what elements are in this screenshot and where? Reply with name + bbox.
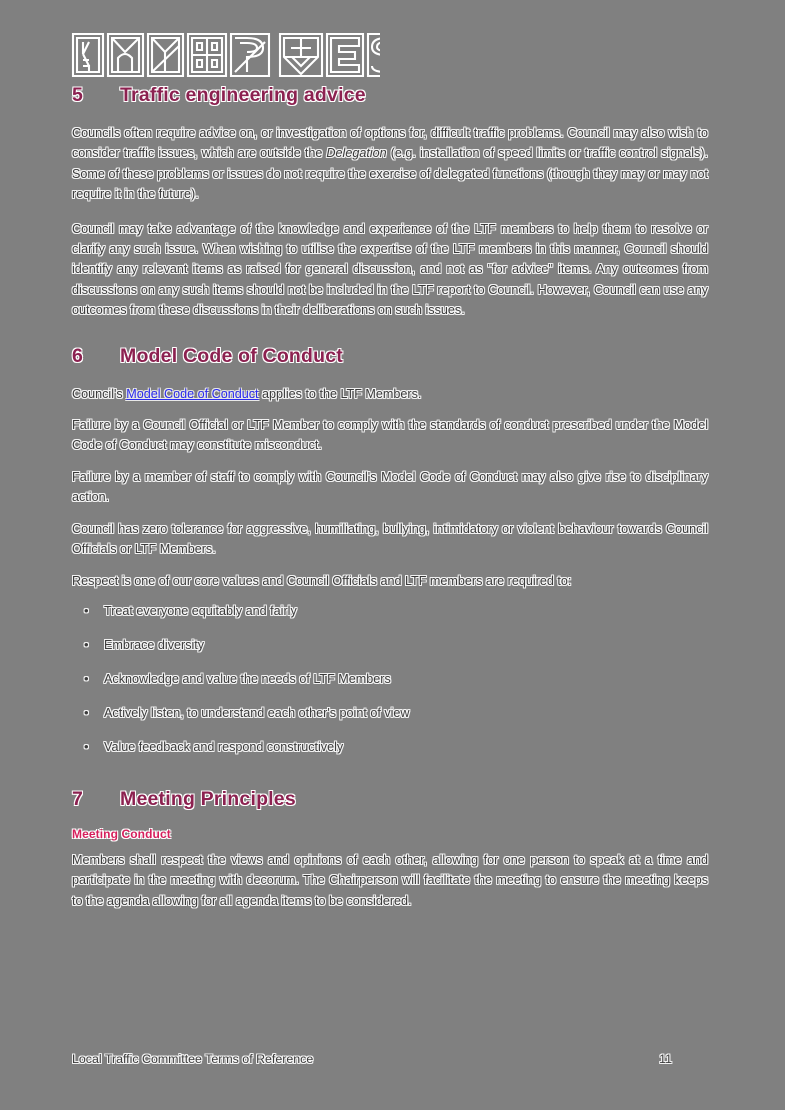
section-5-heading [72, 84, 708, 107]
section-6-number: 6 [72, 344, 84, 367]
section-5-paragraph-1 [72, 123, 708, 205]
paragraph-text-part: applies to the LTF Members. [258, 386, 422, 401]
respect-values-list [72, 602, 708, 756]
section-7-paragraph-1: Members shall respect the views and opinions of each other, allowing for one person to speak at a time and participate in the meeting with decorum. The Chairperson will facilitate the meeting to ensure the meeting keeps to the agenda allowing for all agenda items to be considered. [72, 852, 708, 908]
section-6-title: Model Code of Conduct [120, 344, 344, 367]
inner-west-logo [70, 30, 380, 80]
section-6-paragraph-5: Respect is one of our core values and Council Officials and LTF members are required to: [72, 573, 572, 588]
bullet-icon: • [84, 704, 89, 720]
page-footer [72, 1052, 682, 1066]
section-6-paragraph-2: Failure by a Council Official or LTF Member to comply with the standards of conduct prescribed under the Model Code of Conduct may constitute misconduct. [72, 418, 708, 453]
document-content [72, 84, 708, 911]
list-item-label: Acknowledge and value the needs of LTF Members [104, 671, 391, 686]
bullet-icon: • [84, 670, 89, 686]
section-6-heading [72, 345, 708, 368]
model-code-of-conduct-link[interactable]: Model Code of Conduct [126, 386, 259, 401]
section-5-title: Traffic engineering advice [120, 84, 366, 106]
list-item [72, 738, 708, 756]
footer-document-title: Local Traffic Committee Terms of Reference [72, 1052, 314, 1066]
bullet-icon: • [84, 738, 89, 754]
list-item-label: Embrace diversity [104, 637, 205, 652]
list-item-label: Actively listen, to understand each other's point of view [104, 705, 410, 720]
paragraph-text-part: (e.g. installation of speed limits or traffic control signals). Some of these problems or issues do not require the exercise of delegated functions (though they may or may not require it in the future). [72, 146, 708, 202]
section-5 [72, 84, 708, 321]
inner-west-logo-icon [70, 30, 380, 80]
section-7 [72, 788, 708, 911]
section-6-paragraph-4: Council has zero tolerance for aggressive, humiliating, bullying, intimidatory or violent behaviour towards Council Officials or LTF Members. [72, 521, 708, 557]
section-7-title: Meeting Principles [120, 787, 296, 810]
bullet-icon: • [84, 602, 89, 618]
list-item-label: Value feedback and respond constructively [104, 739, 344, 754]
section-7-number: 7 [72, 787, 84, 810]
list-item [72, 670, 708, 688]
list-item [72, 602, 708, 620]
list-item-label: Treat everyone equitably and fairly [104, 603, 297, 618]
section-6-paragraph-1 [72, 384, 708, 404]
section-7-heading [72, 788, 708, 811]
paragraph-text-part: Councils often require advice on, or investigation of options for, difficult traffic problems. Council may also wish to consider traffic issues, which are outside the [72, 126, 708, 161]
section-6 [72, 345, 708, 756]
bullet-icon: • [84, 636, 89, 652]
meeting-conduct-subheading: Meeting Conduct [72, 826, 171, 841]
paragraph-text-part: Council's [72, 386, 127, 401]
section-5-paragraph-2: Council may take advantage of the knowledge and experience of the LTF members to help them to resolve or clarify any such issue. When wishing to utilise the expertise of the LTF members in this manner, Council should identify any relevant items as raised for general discussion, and not as "for advice" items. Any outcomes from discussions on any such items should not be included in the LTF report to Council. However, Council can use any outcomes from these discussions in their deliberations on such issues. [72, 221, 708, 318]
list-item [72, 704, 708, 722]
footer-page-number: 11 [659, 1052, 672, 1066]
delegation-emphasis: Delegation [326, 146, 387, 161]
section-5-number: 5 [72, 84, 84, 106]
section-6-paragraph-3: Failure by a member of staff to comply with Council's Model Code of Conduct may also give rise to disciplinary action. [72, 469, 708, 505]
list-item [72, 636, 708, 654]
